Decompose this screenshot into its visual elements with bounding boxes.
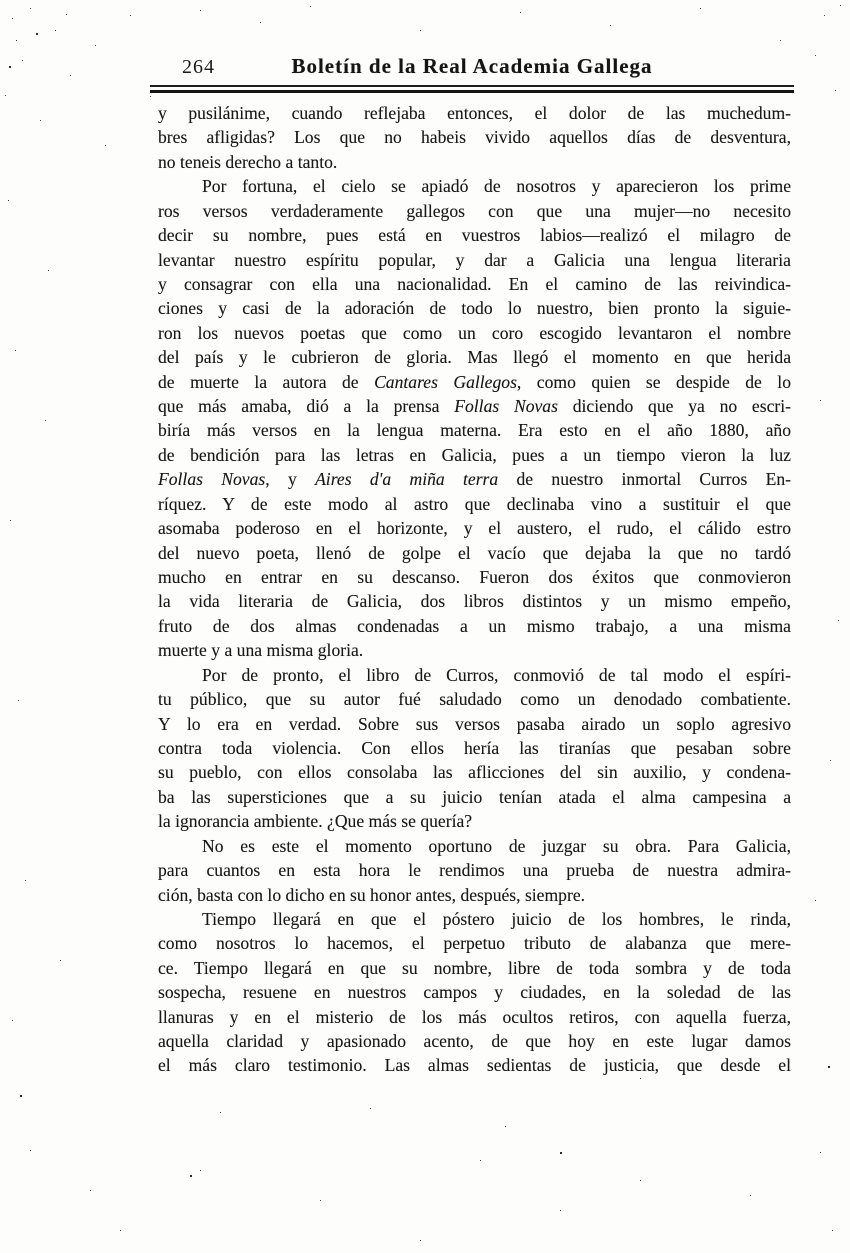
paragraph bbox=[158, 834, 791, 907]
book-title-italic: Aires d'a miña terra bbox=[315, 469, 499, 490]
text-line bbox=[158, 736, 791, 760]
text-segment: llanuras y en el misterio de los más ocultos retiros, con aquella fuerza, bbox=[158, 1006, 791, 1027]
text-line bbox=[158, 565, 791, 589]
text-segment: para cuantos en esta hora le rendimos una prueba de nuestra admira- bbox=[158, 860, 791, 881]
text-segment: ción, basta con lo dicho en su honor antes, después, siempre. bbox=[158, 884, 586, 905]
paragraph bbox=[158, 101, 791, 174]
text-segment: y bbox=[269, 469, 316, 490]
paragraph bbox=[158, 907, 791, 1078]
text-line bbox=[158, 931, 791, 955]
text-segment: ríquez. Y de este modo al astro que declinaba vino a sustituir el que bbox=[158, 493, 791, 514]
text-line bbox=[158, 223, 791, 247]
text-line bbox=[158, 296, 791, 320]
text-segment: diciendo que ya no escri- bbox=[557, 396, 792, 417]
text-line bbox=[158, 370, 791, 394]
book-title-italic: Follas Novas, bbox=[158, 469, 270, 490]
text-segment: aquella claridad y apasionado acento, de que hoy en este lugar damos bbox=[158, 1031, 791, 1052]
text-line bbox=[158, 394, 791, 418]
text-line bbox=[158, 785, 791, 809]
text-segment: ce. Tiempo llegará en que su nombre, libre de toda sombra y de toda bbox=[158, 957, 791, 978]
text-segment: de muerte la autora de bbox=[158, 371, 375, 392]
text-line bbox=[158, 834, 791, 858]
text-segment: tu público, que su autor fué saludado como un denodado combatiente. bbox=[158, 689, 791, 710]
text-segment: ros versos verdaderamente gallegos con que una mujer—no necesito bbox=[158, 200, 791, 221]
journal-title: Boletín de la Real Academia Gallega bbox=[291, 54, 653, 78]
text-line bbox=[158, 150, 791, 174]
paragraph bbox=[158, 663, 791, 834]
text-line bbox=[158, 345, 791, 369]
text-segment: , como quien se despide de lo bbox=[516, 371, 791, 392]
text-line bbox=[158, 883, 791, 907]
text-segment: mucho en entrar en su descanso. Fueron dos éxitos que conmovieron bbox=[158, 567, 791, 588]
header-rule bbox=[150, 85, 794, 93]
text-line bbox=[158, 467, 791, 491]
text-segment: de bendición para las letras en Galicia, pues a un tiempo vieron la luz bbox=[158, 444, 791, 465]
text-segment: que más amaba, dió a la prensa bbox=[158, 396, 455, 417]
text-line bbox=[158, 1029, 791, 1053]
text-line bbox=[158, 614, 791, 638]
page-body bbox=[158, 101, 791, 1078]
page-number: 264 bbox=[182, 56, 215, 78]
text-segment: el más claro testimonio. Las almas sedientas de justicia, que desde el bbox=[158, 1055, 791, 1076]
text-segment: asomaba poderoso en el horizonte, y el austero, el rudo, el cálido estro bbox=[158, 518, 791, 539]
text-segment: fruto de dos almas condenadas a un mismo trabajo, a una misma bbox=[158, 615, 791, 636]
text-segment: levantar nuestro espíritu popular, y dar a Galicia una lengua literaria bbox=[158, 249, 791, 270]
text-segment: Tiempo llegará en que el póstero juicio de los hombres, le rinda, bbox=[202, 908, 791, 929]
text-segment: decir su nombre, pues está en vuestros labios—realizó el milagro de bbox=[158, 225, 791, 246]
text-line bbox=[158, 589, 791, 613]
text-segment: su pueblo, con ellos consolaba las aflicciones del sin auxilio, y condena- bbox=[158, 762, 791, 783]
page-header bbox=[150, 54, 794, 84]
book-title-italic: Cantares Gallegos bbox=[374, 371, 517, 392]
text-line bbox=[158, 907, 791, 931]
text-line bbox=[158, 492, 791, 516]
text-segment: del nuevo poeta, llenó de golpe el vacío que dejaba la que no tardó bbox=[158, 542, 791, 563]
text-line bbox=[158, 125, 791, 149]
text-line bbox=[158, 1053, 791, 1077]
text-line bbox=[158, 443, 791, 467]
text-line bbox=[158, 321, 791, 345]
text-line bbox=[158, 248, 791, 272]
text-line bbox=[158, 712, 791, 736]
text-segment: No es este el momento oportuno de juzgar su obra. Para Galicia, bbox=[202, 835, 791, 856]
text-line bbox=[158, 541, 791, 565]
text-line bbox=[158, 760, 791, 784]
text-line bbox=[158, 858, 791, 882]
paragraph bbox=[158, 174, 791, 662]
text-line bbox=[158, 516, 791, 540]
text-segment: bres afligidas? Los que no habeis vivido aquellos días de desventura, bbox=[158, 127, 791, 148]
text-segment: como nosotros lo hacemos, el perpetuo tributo de alabanza que mere- bbox=[158, 933, 791, 954]
text-segment: ron los nuevos poetas que como un coro escogido levantaron el nombre bbox=[158, 322, 791, 343]
text-line bbox=[158, 418, 791, 442]
text-segment: del país y le cubrieron de gloria. Mas llegó el momento en que herida bbox=[158, 347, 791, 368]
text-segment: y pusilánime, cuando reflejaba entonces, el dolor de las muchedum- bbox=[158, 103, 791, 123]
text-line bbox=[158, 1005, 791, 1029]
text-segment: Y lo era en verdad. Sobre sus versos pasaba airado un soplo agresivo bbox=[158, 713, 791, 734]
text-line bbox=[158, 956, 791, 980]
text-segment: biría más versos en la lengua materna. Era esto en el año 1880, año bbox=[158, 420, 791, 441]
text-segment: ba las supersticiones que a su juicio tenían atada el alma campesina a bbox=[158, 786, 791, 807]
text-line bbox=[158, 663, 791, 687]
text-line bbox=[158, 687, 791, 711]
text-segment: la ignorancia ambiente. ¿Que más se quería? bbox=[158, 811, 473, 832]
text-segment: y consagrar con ella una nacionalidad. En el camino de las reivindica- bbox=[158, 273, 791, 294]
text-segment: Por de pronto, el libro de Curros, conmovió de tal modo el espíri- bbox=[202, 664, 791, 685]
text-line bbox=[158, 174, 791, 198]
text-line bbox=[158, 101, 791, 125]
text-segment: muerte y a una misma gloria. bbox=[158, 640, 364, 661]
text-segment: ciones y casi de la adoración de todo lo nuestro, bien pronto la siguie- bbox=[158, 298, 791, 319]
book-title-italic: Follas Novas bbox=[454, 396, 558, 417]
text-segment: contra toda violencia. Con ellos hería las tiranías que pesaban sobre bbox=[158, 737, 791, 758]
text-segment: no teneis derecho a tanto. bbox=[158, 151, 338, 172]
text-segment: de nuestro inmortal Curros En- bbox=[498, 469, 791, 490]
scan-noise bbox=[0, 0, 2, 2]
text-line bbox=[158, 638, 791, 662]
text-line bbox=[158, 272, 791, 296]
text-segment: Por fortuna, el cielo se apiadó de nosotros y aparecieron los prime bbox=[202, 176, 791, 197]
text-line bbox=[158, 980, 791, 1004]
text-segment: la vida literaria de Galicia, dos libros distintos y un mismo empeño, bbox=[158, 591, 791, 612]
text-line bbox=[158, 199, 791, 223]
text-segment: sospecha, resuene en nuestros campos y ciudades, en la soledad de las bbox=[158, 982, 791, 1003]
text-line bbox=[158, 809, 791, 833]
